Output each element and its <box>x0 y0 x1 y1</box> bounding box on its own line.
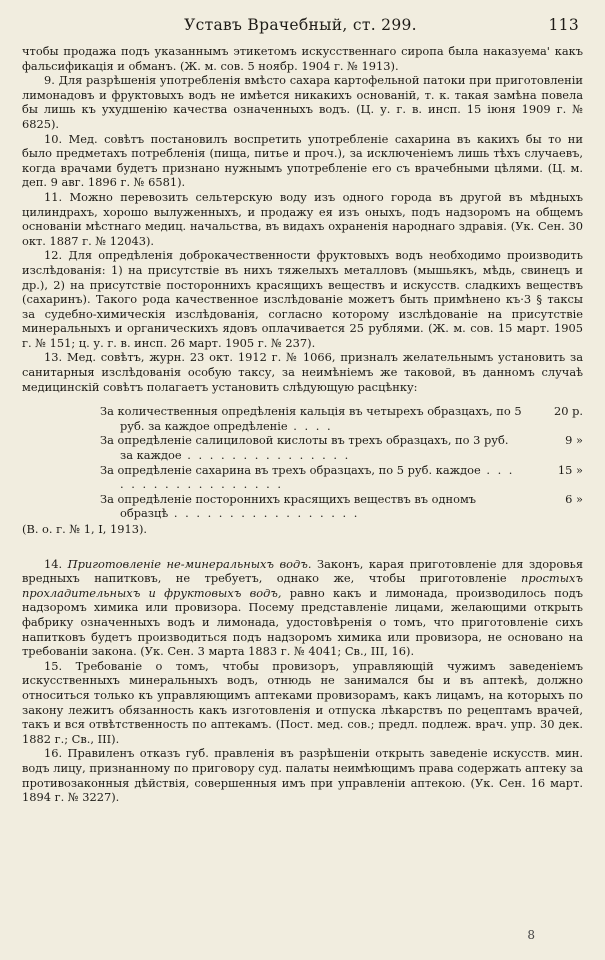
price-row <box>22 433 583 462</box>
paragraph-13: 13. Мед. совѣтъ, журн. 23 окт. 1912 г. № 1066, призналъ желательнымъ установить за санитарныя изслѣдованія особую таксу, за неимѣніемъ же таковой, въ данномъ случаѣ медицинскій совѣтъ полагаетъ установить слѣдующую расцѣнку: <box>22 350 583 394</box>
price-row-amount: 15 » <box>557 462 583 477</box>
page-number: 113 <box>548 16 579 34</box>
price-row-description: За опредѣленіе постороннихъ красящихъ веществъ въ одномъ образцѣ <box>100 491 477 521</box>
price-row <box>22 463 583 492</box>
price-row-description: За опредѣленіе салициловой кислоты въ трехъ образцахъ, по 3 руб. за каждое <box>100 433 509 463</box>
paragraph-15: 15. Требованіе о томъ, чтобы провизоръ, управляющій чужимъ заведеніемъ искусственныхъ минеральныхъ водъ, отнюдь не занимался бы и въ аптекѣ, должно относиться только къ управляющимъ аптеками провизорамъ, какъ лицамъ, на которыхъ по закону лежитъ обязанность какъ изготовленія и отпуска лѣкарствъ по рецептамъ врачей, такъ и вся отвѣтственность по аптекамъ. (Пост. мед. сов.; предл. подлеж. врач. упр. 30 дек. 1882 г.; Св., III). <box>22 658 583 746</box>
price-row-amount: 6 » <box>565 491 583 506</box>
price-row <box>22 492 583 521</box>
price-row-description: За опредѣленіе сахарина въ трехъ образцахъ, по 5 руб. каждое <box>100 462 481 477</box>
paragraph-14-title: Приготовленіе не-минеральныхъ водъ. <box>67 556 312 571</box>
paragraph-14-text-c: равно какъ и лимонада, производилось подъ надзоромъ химика или провизора. Посему представленіе лицами, желающими открыть фабрику означенныхъ водъ и лимонада, удостовѣренія о томъ, что приготовленіе сихъ напитковъ будетъ производиться подъ надзоромъ химика или провизора, не основано на требованіи закона. (Ук. Сен. 3 марта 1883 г. № 4041; Св., III, 16). <box>22 585 584 659</box>
price-row-description: За количественныя опредѣленія кальція въ четырехъ образцахъ, по 5 руб. за каждое опредѣленіе <box>100 404 522 433</box>
paragraph-16: 16. Правиленъ отказъ губ. правленія въ разрѣшеніи открыть заведеніе искусств. мин. водъ лицу, признанному по приговору суд. палаты неимѣющимъ права содержать аптеку за противозаконныя дѣйствія, совершенныя имъ при управленіи аптекою. (Ук. Сен. 16 март. 1894 г. № 3227). <box>22 746 583 805</box>
paragraph-14-number: 14. <box>44 556 63 571</box>
paragraph-12: 12. Для опредѣленія доброкачественности фруктовыхъ водъ необходимо производить изслѣдованія: 1) на присутствіе въ нихъ тяжелыхъ металловъ (мышьякъ, мѣдь, свинецъ и др.), 2) на присутствіе постороннихъ красящихъ веществъ и искусств. сладкихъ веществъ (сахаринъ). Такого рода качественное изслѣдованіе можетъ быть примѣнено къ·3 § таксы за судебно-химическія изслѣдованія, согласно которому изслѣдованіе на присутствіе минеральныхъ и органическихъ ядовъ оплачивается 25 рублями. (Ж. м. сов. 15 март. 1905 г. № 151; ц. у. г. в. инсп. 26 март. 1905 г. № 237). <box>22 248 583 350</box>
paragraph-14 <box>22 557 583 659</box>
price-row-amount: 20 р. <box>553 404 583 419</box>
dot-leader: . . . . . . . . . . . . . . . . . <box>168 506 360 521</box>
price-row <box>22 404 583 433</box>
price-list-source: (В. о. г. № 1, I, 1913). <box>22 522 148 536</box>
paragraph-14-text-a: Законъ, карая приготовленіе для здоровья вредныхъ напитковъ, не требуетъ, однако же, чтобы приготовленіе <box>22 556 583 586</box>
signature-mark: 8 <box>527 928 535 942</box>
paragraph-11: 11. Можно перевозить сельтерскую воду изъ одного города въ другой въ мѣдныхъ цилиндрахъ, хорошо вылуженныхъ, и продажу ея изъ оныхъ, подъ надзоромъ на общемъ основаніи мѣстнаго медиц. начальства, въ видахъ охраненія народнаго здравія. (Ук. Сен. 30 окт. 1887 г. № 12043). <box>22 189 583 248</box>
dot-leader: . . . . . . . . . . . . . . . . . . <box>120 462 515 492</box>
dot-leader: . . . . <box>287 418 333 433</box>
paragraph-9: 9. Для разрѣшенія употребленія вмѣсто сахара картофельной патоки при приготовленіи лимонадовъ и фруктовыхъ водъ не имѣется никакихъ основаній, т. к. такая замѣна повела бы лишь къ ухудшенію качества означенныхъ водъ. (Ц. у. г. в. инсп. 15 іюня 1909 г. № 6825). <box>22 73 583 131</box>
price-row-amount: 9 » <box>565 433 583 448</box>
paragraph-10: 10. Мед. совѣтъ постановилъ воспретить употребленіе сахарина въ какихъ бы то ни было предметахъ потребленія (пища, питье и проч.), за исключеніемъ лишь тѣхъ случаевъ, когда врачами будетъ признано нужнымъ употребленіе его съ врачебными цѣлями. (Ц. м. деп. 9 авг. 1896 г. № 6581). <box>22 131 583 190</box>
paragraph-14-italic-phrase: простыхъ прохладительныхъ и фруктовыхъ водъ, <box>22 571 583 600</box>
paragraph-continuation: чтобы продажа подъ указаннымъ этикетомъ искусственнаго сиропа была наказуема' какъ фальсификація и обманъ. (Ж. м. сов. 5 ноябр. 1904 г. № 1913). <box>22 44 583 73</box>
price-list <box>22 404 583 536</box>
dot-leader: . . . . . . . . . . . . . . . <box>181 448 351 463</box>
page-header <box>22 16 579 34</box>
running-title: Уставъ Врачебный, ст. 299. <box>184 16 417 34</box>
